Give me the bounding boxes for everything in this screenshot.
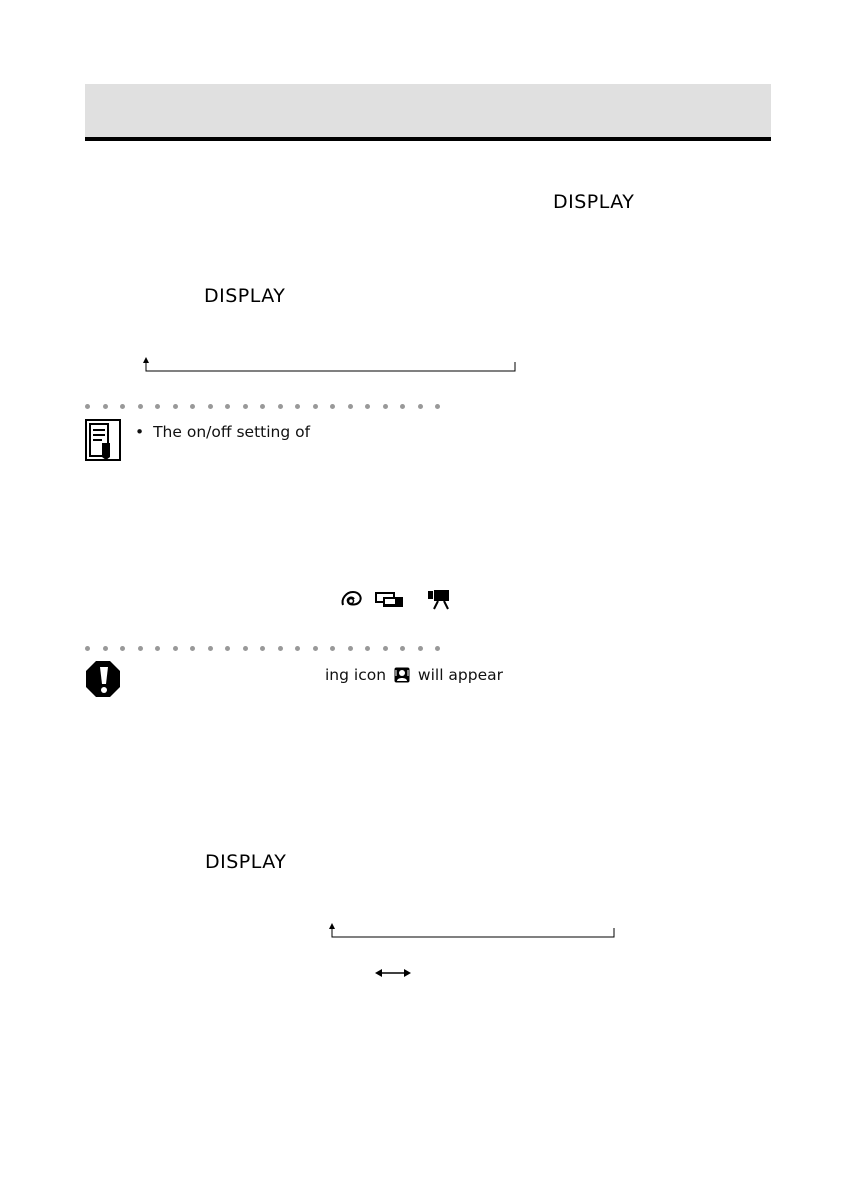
movie-camera-icon	[427, 589, 451, 611]
display-button-label: DISPLAY	[205, 851, 287, 873]
display-button-label: DISPLAY	[553, 191, 635, 213]
memo-note-icon	[85, 419, 121, 461]
section-header-band	[85, 84, 771, 141]
note-line: The on/off setting of	[153, 423, 311, 441]
stitch-assist-icon	[340, 589, 364, 609]
dotted-separator	[85, 404, 453, 409]
cycle-flow-bracket	[140, 356, 520, 376]
note-text	[135, 425, 310, 441]
camera-shake-icon	[394, 667, 410, 683]
dotted-separator	[85, 646, 453, 651]
double-arrow-icon	[374, 966, 412, 980]
cycle-flow-bracket	[326, 922, 618, 942]
caution-text-after: will appear	[417, 666, 504, 684]
bullet: •	[135, 423, 145, 441]
caution-text-before: ing icon	[325, 666, 387, 684]
display-button-label: DISPLAY	[204, 285, 286, 307]
continuous-shooting-icon	[374, 591, 408, 609]
caution-exclamation-icon	[85, 660, 121, 698]
caution-text	[325, 667, 503, 684]
